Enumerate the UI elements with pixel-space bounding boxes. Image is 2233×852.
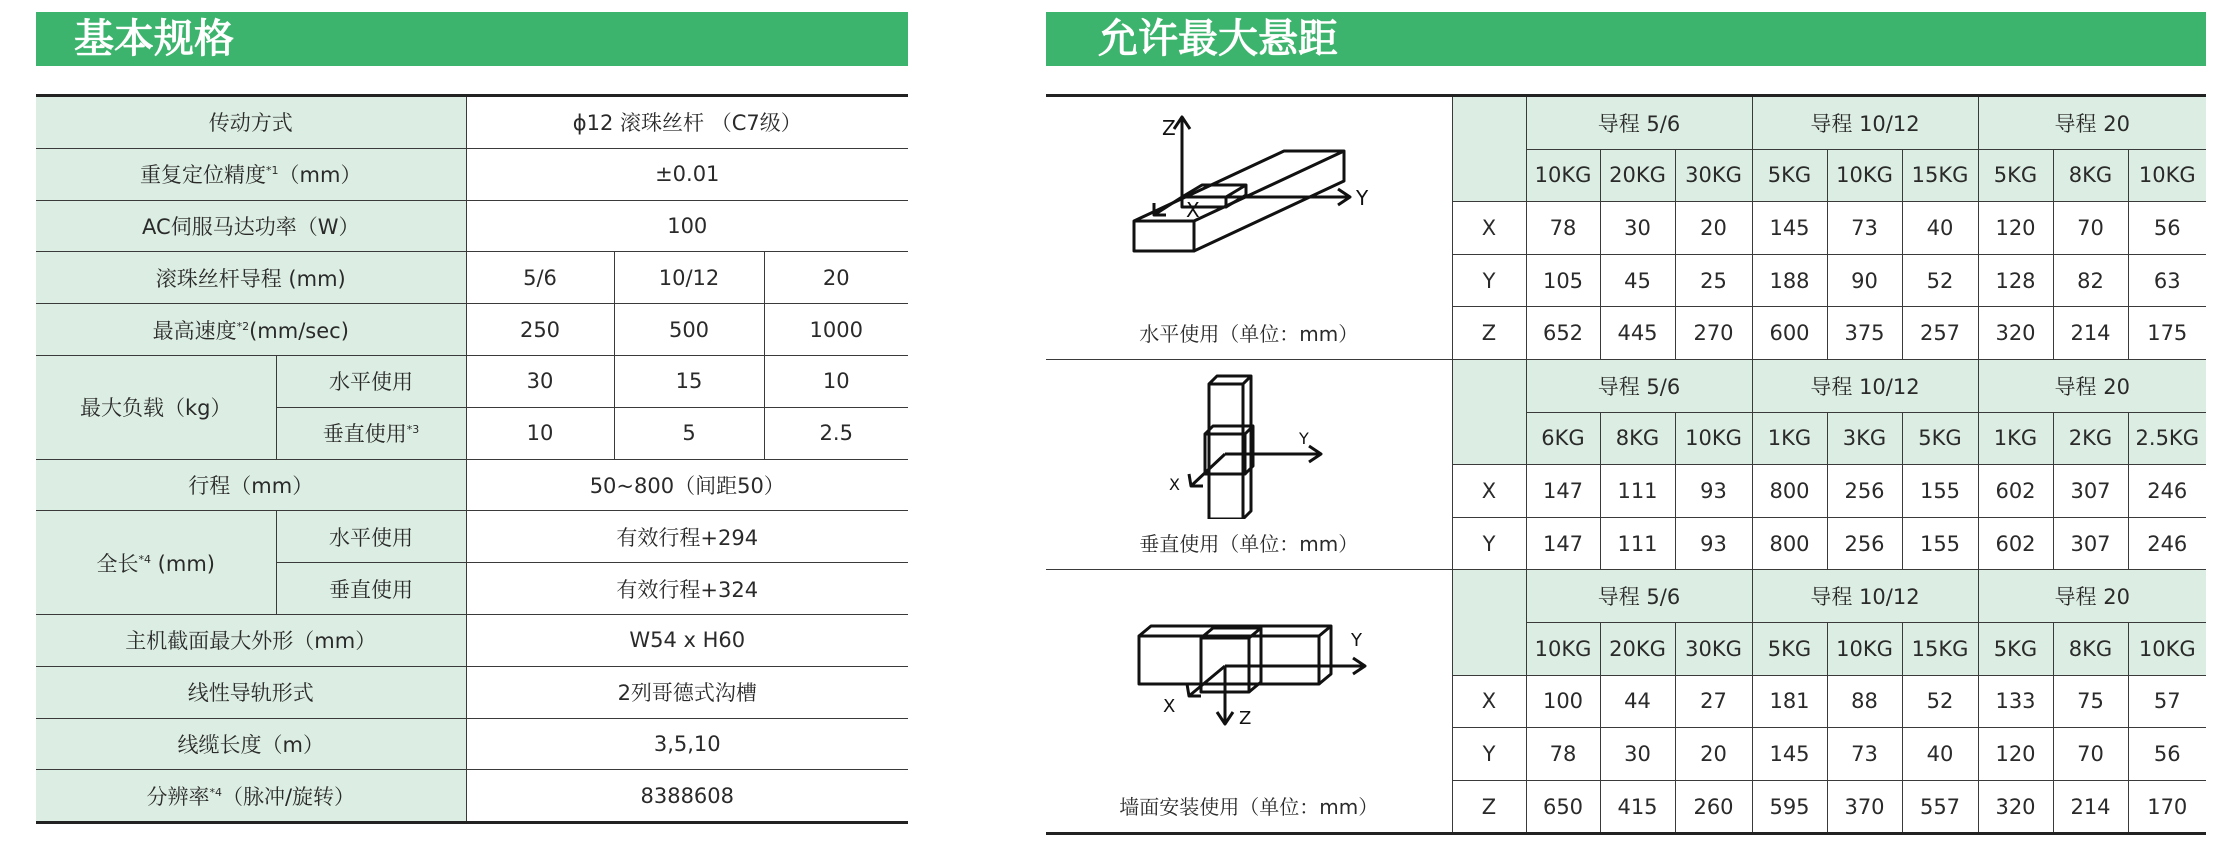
rail-label: 线性导轨形式	[36, 666, 466, 718]
value-cell: 56	[2128, 202, 2206, 255]
value-cell: 111	[1600, 517, 1675, 570]
value-cell: 188	[1752, 254, 1827, 307]
value-cell: 375	[1827, 307, 1902, 360]
value-cell: 600	[1752, 307, 1827, 360]
axis-y-label: Y	[1355, 186, 1368, 210]
lead-header: 导程 5/6	[1526, 359, 1752, 412]
axis-x-label: X	[1162, 696, 1176, 718]
value-cell: 320	[1978, 780, 2053, 834]
length-footnote: *4	[138, 552, 151, 566]
drive-label: 传动方式	[36, 96, 466, 149]
max-overhang-title: 允许最大悬距	[1046, 12, 2206, 66]
value-cell: 93	[1675, 465, 1752, 518]
lead-header: 导程 10/12	[1752, 96, 1978, 150]
value-cell: 40	[1902, 202, 1978, 255]
value-cell: 445	[1600, 307, 1675, 360]
cable-value: 3,5,10	[466, 718, 908, 770]
load-header: 20KG	[1600, 149, 1675, 202]
value-cell: 44	[1600, 675, 1675, 728]
value-cell: 181	[1752, 675, 1827, 728]
value-cell: 147	[1526, 465, 1600, 518]
horizontal-axis-labels	[1162, 116, 1369, 222]
axis-cell: X	[1452, 202, 1526, 255]
load-header: 3KG	[1827, 412, 1902, 465]
table-row	[36, 96, 908, 149]
load-header: 20KG	[1600, 622, 1675, 675]
length-unit: (mm)	[151, 551, 215, 576]
load-value: 15	[614, 355, 764, 407]
drive-value: ϕ12 滚珠丝杆 （C7级）	[466, 96, 908, 149]
lead-header: 导程 20	[1978, 570, 2206, 623]
load-header: 8KG	[2053, 622, 2128, 675]
length-horizontal-label: 水平使用	[276, 511, 466, 563]
load-header: 1KG	[1752, 412, 1827, 465]
load-header: 6KG	[1526, 412, 1600, 465]
value-cell: 56	[2128, 728, 2206, 781]
value-cell: 25	[1675, 254, 1752, 307]
value-cell: 78	[1526, 202, 1600, 255]
value-cell: 652	[1526, 307, 1600, 360]
value-cell: 30	[1600, 202, 1675, 255]
load-header: 10KG	[1827, 622, 1902, 675]
value-cell: 45	[1600, 254, 1675, 307]
load-header: 10KG	[1675, 412, 1752, 465]
resolution-label: 分辨率	[146, 784, 210, 809]
value-cell: 370	[1827, 780, 1902, 834]
value-cell: 52	[1902, 254, 1978, 307]
vertical-caption: 垂直使用（单位：mm）	[1139, 532, 1359, 557]
load-vertical-label: 垂直使用	[322, 422, 407, 447]
value-cell: 145	[1752, 728, 1827, 781]
lead-value: 10/12	[614, 252, 764, 304]
table-row	[36, 614, 908, 666]
axis-cell: Z	[1452, 307, 1526, 360]
axis-y-label: Y	[1298, 428, 1309, 448]
stroke-value: 50~800（间距50）	[466, 459, 908, 511]
section-label: 主机截面最大外形（mm）	[36, 614, 466, 666]
table-row	[1046, 96, 2206, 150]
value-cell: 155	[1902, 517, 1978, 570]
resolution-footnote: *4	[209, 785, 222, 799]
load-value: 30	[466, 355, 614, 407]
lead-value: 5/6	[466, 252, 614, 304]
load-value: 10	[764, 355, 908, 407]
repeat-value: ±0.01	[466, 148, 908, 200]
value-cell: 20	[1675, 728, 1752, 781]
load-label: 最大负载（kg）	[36, 355, 276, 459]
value-cell: 30	[1600, 728, 1675, 781]
load-value: 2.5	[764, 407, 908, 459]
value-cell: 147	[1526, 517, 1600, 570]
axis-z-label: Z	[1161, 116, 1176, 140]
value-cell: 270	[1675, 307, 1752, 360]
load-header: 10KG	[2128, 622, 2206, 675]
value-cell: 120	[1978, 728, 2053, 781]
axis-cell: X	[1452, 675, 1526, 728]
table-row	[36, 459, 908, 511]
wall-axis-labels	[1163, 630, 1363, 729]
lead-header: 导程 10/12	[1752, 570, 1978, 623]
load-vertical-footnote: *3	[406, 423, 420, 437]
lead-header: 导程 20	[1978, 359, 2206, 412]
table-row	[36, 666, 908, 718]
resolution-unit: （脉冲/旋转）	[221, 784, 356, 809]
motor-label: AC伺服马达功率（W）	[36, 200, 466, 252]
load-header: 30KG	[1675, 622, 1752, 675]
value-cell: 175	[2128, 307, 2206, 360]
axis-header-blank	[1452, 96, 1526, 202]
length-label: 全长	[96, 551, 139, 576]
value-cell: 246	[2128, 517, 2206, 570]
load-header: 5KG	[1902, 412, 1978, 465]
value-cell: 90	[1827, 254, 1902, 307]
load-header: 8KG	[1600, 412, 1675, 465]
load-header: 10KG	[1526, 622, 1600, 675]
table-row	[36, 304, 908, 356]
load-value: 10	[466, 407, 614, 459]
load-header: 10KG	[1827, 149, 1902, 202]
value-cell: 595	[1752, 780, 1827, 834]
value-cell: 145	[1752, 202, 1827, 255]
axis-x-label: X	[1185, 198, 1200, 222]
load-header: 2KG	[2053, 412, 2128, 465]
table-row	[36, 511, 908, 563]
wall-mount-diagram	[1119, 584, 1379, 734]
value-cell: 256	[1827, 465, 1902, 518]
load-header: 1KG	[1978, 412, 2053, 465]
value-cell: 27	[1675, 675, 1752, 728]
table-row	[36, 148, 908, 200]
lead-value: 20	[764, 252, 908, 304]
value-cell: 260	[1675, 780, 1752, 834]
value-cell: 415	[1600, 780, 1675, 834]
load-header: 2.5KG	[2128, 412, 2206, 465]
value-cell: 133	[1978, 675, 2053, 728]
value-cell: 73	[1827, 728, 1902, 781]
axis-cell: X	[1452, 465, 1526, 518]
value-cell: 307	[2053, 465, 2128, 518]
length-vertical-label: 垂直使用	[276, 563, 466, 615]
load-header: 8KG	[2053, 149, 2128, 202]
load-header: 5KG	[1978, 149, 2053, 202]
lead-header: 导程 5/6	[1526, 570, 1752, 623]
load-header: 15KG	[1902, 149, 1978, 202]
axis-cell: Y	[1452, 517, 1526, 570]
value-cell: 88	[1827, 675, 1902, 728]
load-header: 5KG	[1978, 622, 2053, 675]
load-value: 5	[614, 407, 764, 459]
value-cell: 214	[2053, 307, 2128, 360]
section-value: W54 x H60	[466, 614, 908, 666]
value-cell: 155	[1902, 465, 1978, 518]
value-cell: 800	[1752, 517, 1827, 570]
value-cell: 73	[1827, 202, 1902, 255]
value-cell: 57	[2128, 675, 2206, 728]
axis-z-label: Z	[1238, 708, 1252, 730]
wall-caption: 墙面安装使用（单位：mm）	[1119, 795, 1379, 820]
value-cell: 105	[1526, 254, 1600, 307]
axis-x-label: X	[1168, 474, 1180, 494]
value-cell: 20	[1675, 202, 1752, 255]
horizontal-caption: 水平使用（单位：mm）	[1139, 321, 1359, 346]
load-header: 30KG	[1675, 149, 1752, 202]
motor-value: 100	[466, 200, 908, 252]
repeat-label-cell	[36, 148, 466, 200]
lead-header: 导程 5/6	[1526, 96, 1752, 150]
resolution-value: 8388608	[466, 770, 908, 823]
basic-spec-title: 基本规格	[36, 12, 908, 66]
value-cell: 557	[1902, 780, 1978, 834]
value-cell: 40	[1902, 728, 1978, 781]
value-cell: 214	[2053, 780, 2128, 834]
value-cell: 82	[2053, 254, 2128, 307]
table-row	[36, 355, 908, 407]
load-header: 5KG	[1752, 622, 1827, 675]
value-cell: 128	[1978, 254, 2053, 307]
value-cell: 320	[1978, 307, 2053, 360]
wall-diagram-cell	[1046, 570, 1452, 834]
overhang-table	[1046, 94, 2206, 835]
value-cell: 78	[1526, 728, 1600, 781]
stroke-label: 行程（mm）	[36, 459, 466, 511]
axis-cell: Y	[1452, 254, 1526, 307]
load-header: 5KG	[1752, 149, 1827, 202]
lead-header: 导程 10/12	[1752, 359, 1978, 412]
speed-value: 500	[614, 304, 764, 356]
axis-cell: Z	[1452, 780, 1526, 834]
value-cell: 257	[1902, 307, 1978, 360]
table-row	[36, 718, 908, 770]
value-cell: 246	[2128, 465, 2206, 518]
speed-value: 250	[466, 304, 614, 356]
value-cell: 602	[1978, 465, 2053, 518]
load-header: 10KG	[1526, 149, 1600, 202]
value-cell: 75	[2053, 675, 2128, 728]
table-row	[36, 770, 908, 823]
value-cell: 120	[1978, 202, 2053, 255]
repeat-label: 重复定位精度	[140, 163, 267, 188]
value-cell: 650	[1526, 780, 1600, 834]
value-cell: 170	[2128, 780, 2206, 834]
value-cell: 800	[1752, 465, 1827, 518]
load-header: 15KG	[1902, 622, 1978, 675]
lead-header: 导程 20	[1978, 96, 2206, 150]
basic-spec-table	[36, 94, 908, 824]
table-row	[1046, 570, 2206, 623]
value-cell: 602	[1978, 517, 2053, 570]
axis-cell: Y	[1452, 728, 1526, 781]
repeat-unit: （mm）	[278, 163, 362, 188]
length-horizontal-value: 有效行程+294	[466, 511, 908, 563]
value-cell: 111	[1600, 465, 1675, 518]
length-label-cell	[36, 511, 276, 615]
speed-footnote: *2	[236, 319, 250, 333]
load-vertical-label-cell	[276, 407, 466, 459]
axis-y-label: Y	[1350, 630, 1362, 652]
value-cell: 307	[2053, 517, 2128, 570]
lead-label: 滚珠丝杆导程 (mm)	[36, 252, 466, 304]
speed-label-cell	[36, 304, 466, 356]
vertical-mount-diagram	[1149, 374, 1349, 519]
speed-unit: (mm/sec)	[249, 318, 349, 343]
horizontal-diagram-cell	[1046, 96, 1452, 360]
value-cell: 70	[2053, 728, 2128, 781]
length-vertical-value: 有效行程+324	[466, 563, 908, 615]
speed-value: 1000	[764, 304, 908, 356]
cable-label: 线缆长度（m）	[36, 718, 466, 770]
load-horizontal-label: 水平使用	[276, 355, 466, 407]
load-header: 10KG	[2128, 149, 2206, 202]
axis-header-blank	[1452, 570, 1526, 675]
horizontal-mount-diagram	[1114, 111, 1384, 271]
value-cell: 52	[1902, 675, 1978, 728]
speed-label: 最高速度	[152, 318, 237, 343]
axis-header-blank	[1452, 359, 1526, 464]
vertical-diagram-cell	[1046, 359, 1452, 569]
table-row	[36, 200, 908, 252]
value-cell: 70	[2053, 202, 2128, 255]
table-row	[36, 252, 908, 304]
repeat-footnote: *1	[266, 164, 279, 178]
table-row	[1046, 359, 2206, 412]
value-cell: 100	[1526, 675, 1600, 728]
value-cell: 63	[2128, 254, 2206, 307]
value-cell: 93	[1675, 517, 1752, 570]
resolution-label-cell	[36, 770, 466, 823]
value-cell: 256	[1827, 517, 1902, 570]
rail-value: 2列哥德式沟槽	[466, 666, 908, 718]
